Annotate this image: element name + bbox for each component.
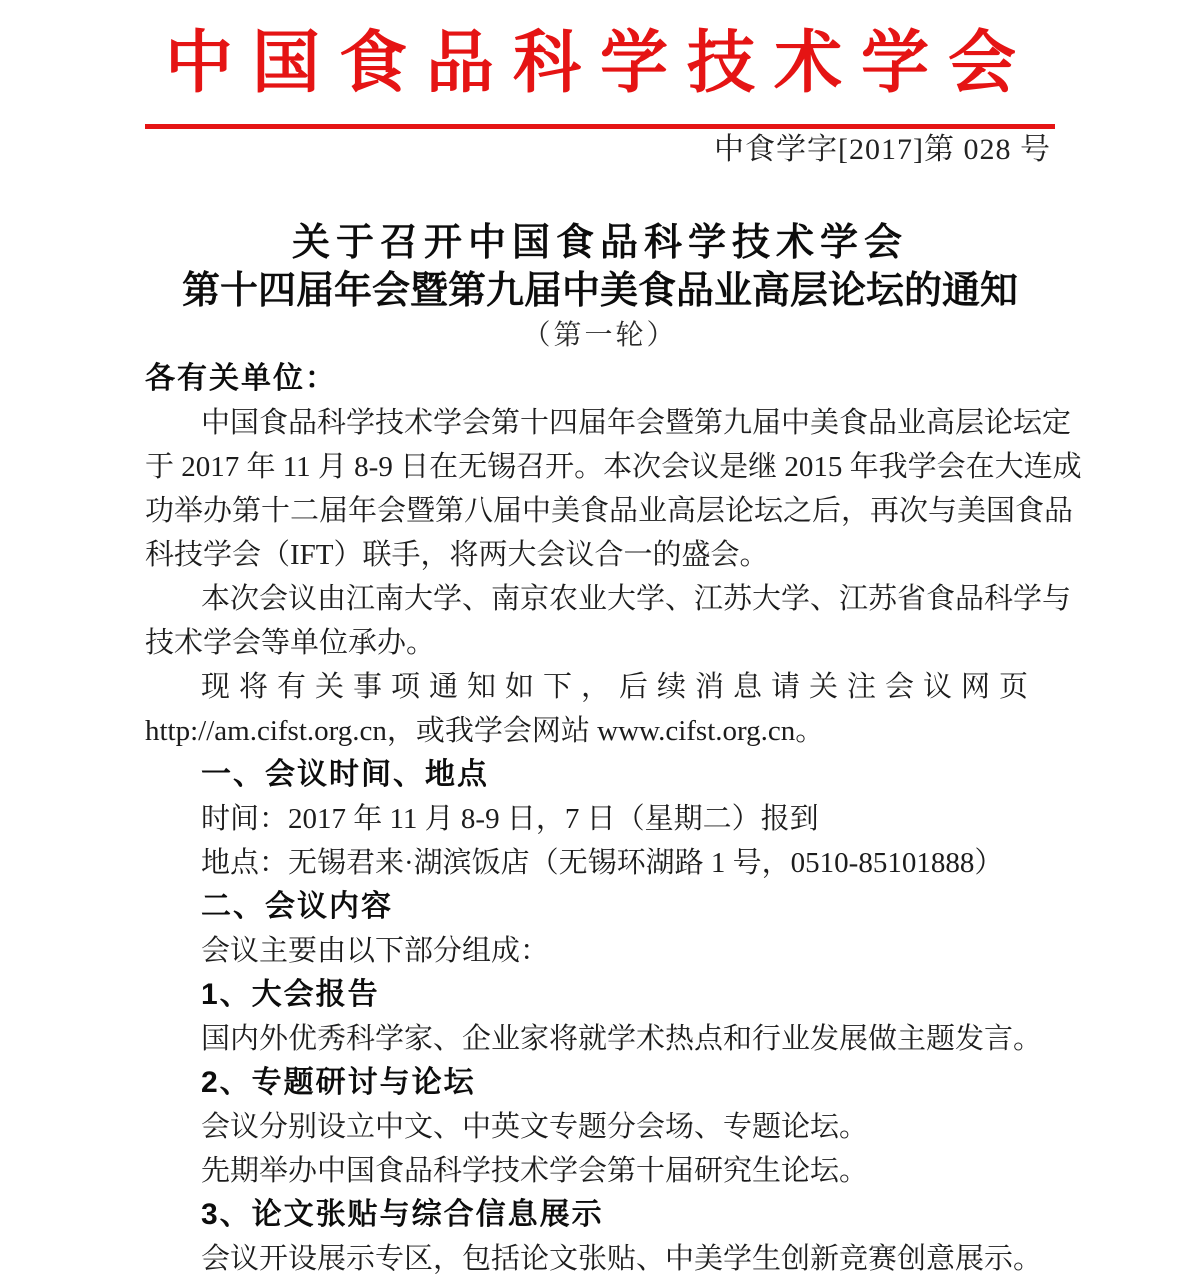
body-text-line: 功举办第十二届年会暨第八届中美食品业高层论坛之后，再次与美国食品 xyxy=(145,495,1074,527)
body-text-line: 技术学会等单位承办。 xyxy=(145,627,436,659)
notice-body xyxy=(145,357,1082,1280)
body-heading-line: 2、专题研讨与论坛 xyxy=(201,1066,476,1099)
body-text-line: 国内外优秀科学家、企业家将就学术热点和行业发展做主题发言。 xyxy=(201,1023,1043,1055)
round-note: （第一轮） xyxy=(522,320,678,351)
body-text-line: 现将有关事项通知如下，后续消息请关注会议网页 xyxy=(201,671,1038,703)
body-text-line: 先期举办中国食品科学技术学会第十届研究生论坛。 xyxy=(201,1155,869,1187)
body-text-line: 中国食品科学技术学会第十四届年会暨第九届中美食品业高层论坛定 xyxy=(201,407,1072,439)
doc-number: 中食学字[2017]第 028 号 xyxy=(714,133,1051,166)
body-text-line: 会议分别设立中文、中英文专题分会场、专题论坛。 xyxy=(201,1111,869,1143)
body-text-line: 会议主要由以下部分组成： xyxy=(201,935,550,967)
notice-title-line2: 第十四届年会暨第九届中美食品业高层论坛的通知 xyxy=(181,270,1018,312)
red-divider xyxy=(145,124,1055,129)
body-text-line: 时间：2017 年 11 月 8-9 日，7 日（星期二）报到 xyxy=(201,803,819,835)
body-heading-line: 3、论文张贴与综合信息展示 xyxy=(201,1198,604,1231)
body-text-line: 地点：无锡君来·湖滨饭店（无锡环湖路 1 号，0510-85101888） xyxy=(201,847,1004,879)
org-name-header: 中国食品科学技术学会 xyxy=(164,25,1035,101)
notice-title-line1: 关于召开中国食品科学技术学会 xyxy=(291,222,908,264)
body-heading-line: 二、会议内容 xyxy=(201,890,393,923)
title-block xyxy=(145,219,1055,357)
body-text-line: 于 2017 年 11 月 8-9 日在无锡召开。本次会议是继 2015 年我学会在大连成 xyxy=(145,451,1082,483)
body-text-line: 会议开设展示专区，包括论文张贴、中美学生创新竞赛创意展示。 xyxy=(201,1243,1043,1275)
body-text-line: http://am.cifst.org.cn，或我学会网站 www.cifst.org.cn。 xyxy=(145,715,825,747)
body-heading-line: 一、会议时间、地点 xyxy=(201,758,489,791)
body-heading-line: 1、大会报告 xyxy=(201,978,380,1011)
masthead xyxy=(145,0,1055,167)
body-text-line: 科技学会（IFT）联手，将两大会议合一的盛会。 xyxy=(145,539,769,571)
body-heading-line: 各有关单位： xyxy=(145,362,337,395)
body-text-line: 本次会议由江南大学、南京农业大学、江苏大学、江苏省食品科学与 xyxy=(201,583,1072,615)
